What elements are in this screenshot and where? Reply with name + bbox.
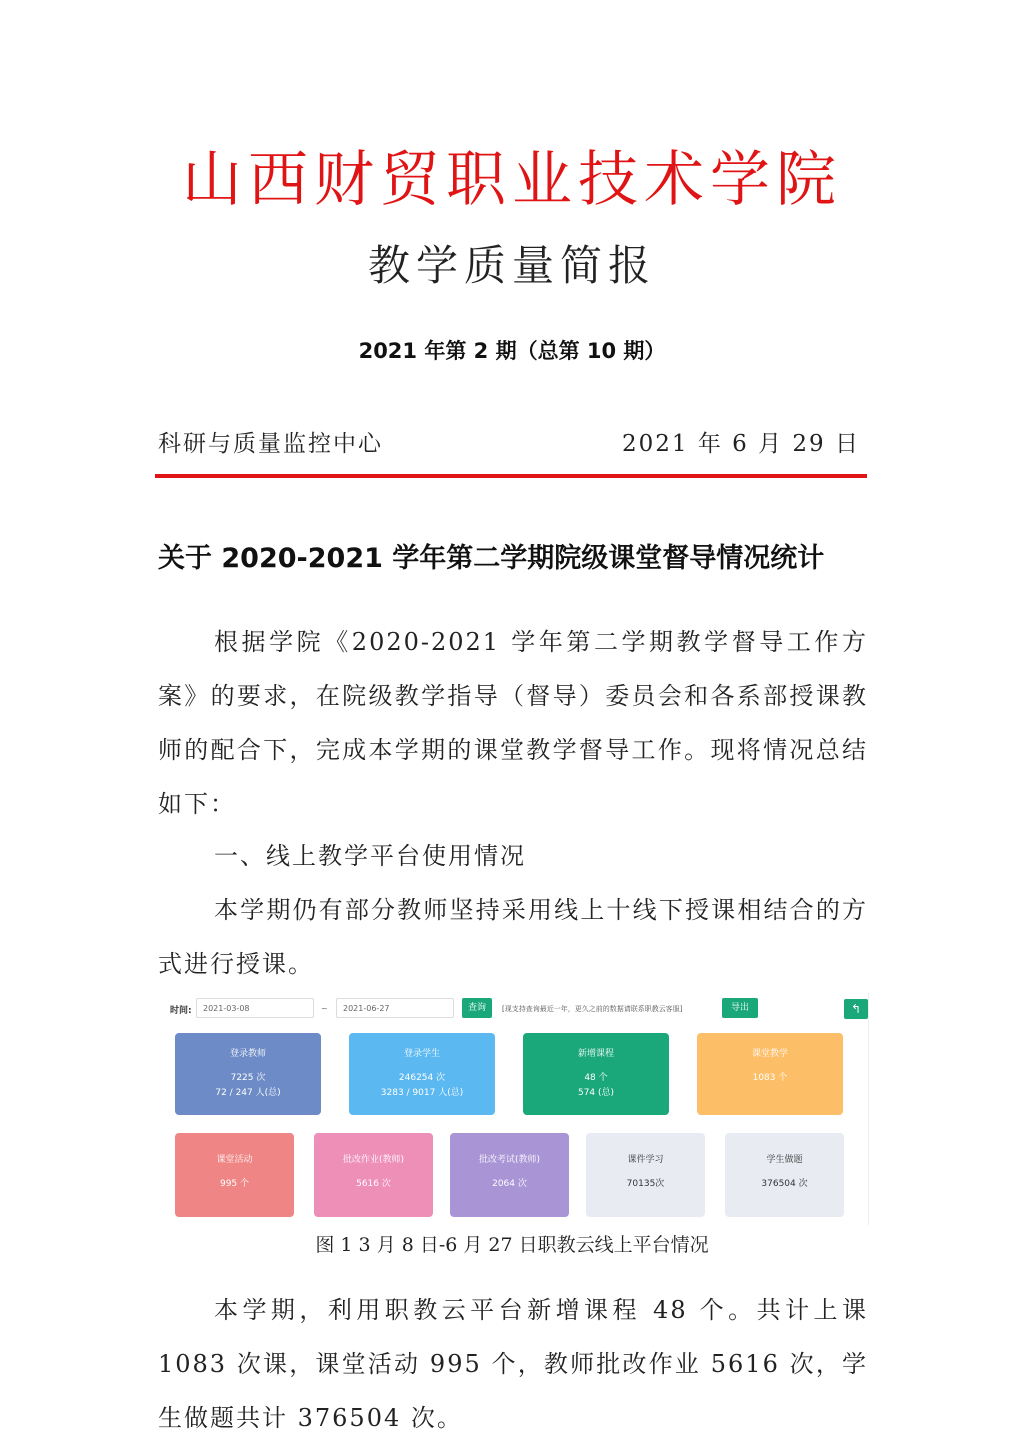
stat-card-value: 7225 次: [230, 1073, 266, 1083]
stat-card[interactable]: [349, 1033, 495, 1115]
publish-date: 2021 年 6 月 29 日: [622, 431, 860, 457]
stat-card-title: 登录学生: [403, 1049, 440, 1059]
stat-card-value: 995 个: [219, 1179, 250, 1189]
department-name: 科研与质量监控中心: [158, 431, 383, 457]
stat-card-title: 登录教师: [229, 1049, 266, 1059]
stat-card[interactable]: [175, 1133, 294, 1217]
stat-card-total: 3283 / 9017 人(总): [380, 1088, 464, 1098]
stat-card-total: 574 (总): [577, 1088, 615, 1098]
stat-card-title: 新增课程: [577, 1049, 614, 1059]
stat-card-value: 70135次: [626, 1179, 665, 1189]
bulletin-title: 教学质量简报: [367, 241, 656, 290]
back-button[interactable]: [844, 999, 868, 1019]
stat-card[interactable]: [450, 1133, 569, 1217]
college-name: 山西财贸职业技术学院: [182, 145, 842, 215]
stat-card[interactable]: [697, 1033, 843, 1115]
time-label: 时间:: [170, 1006, 192, 1016]
stat-card[interactable]: [725, 1133, 844, 1217]
paragraph-summary: 本学期，利用职教云平台新增课程 48 个。共计上课 1083 次课，课堂活动 995 个，教师批改作业 5616 次，学生做题共计 376504 次。: [158, 1296, 868, 1432]
platform-screenshot-figure: [158, 993, 869, 1225]
stat-card-value: 376504 次: [761, 1179, 808, 1189]
figure-caption: 图 1 3 月 8 日-6 月 27 日职教云线上平台情况: [315, 1234, 709, 1256]
stat-card[interactable]: [523, 1033, 669, 1115]
date-separator: ~: [321, 1004, 328, 1013]
paragraph-teaching-mode: 本学期仍有部分教师坚持采用线上十线下授课相结合的方式进行授课。: [158, 896, 868, 978]
start-date-input[interactable]: 2021-03-08: [196, 998, 314, 1018]
stat-card[interactable]: [175, 1033, 321, 1115]
section-heading-1: 一、线上教学平台使用情况: [214, 842, 526, 870]
stat-card-total: 72 / 247 人(总): [215, 1088, 281, 1098]
article-title: 关于 2020-2021 学年第二学期院级课堂督导情况统计: [158, 543, 825, 574]
stat-card[interactable]: [586, 1133, 705, 1217]
stat-card-value: 1083 个: [752, 1073, 788, 1083]
filter-row: [158, 993, 868, 1025]
stat-card-value: 246254 次: [398, 1073, 446, 1083]
issue-number: 2021 年第 2 期（总第 10 期）: [358, 339, 666, 363]
stat-card-value: 48 个: [584, 1073, 608, 1083]
query-button[interactable]: 查询: [462, 998, 492, 1018]
paragraph-intro: 根据学院《2020-2021 学年第二学期教学督导工作方案》的要求，在院级教学指导（督导）委员会和各系部授课教师的配合下，完成本学期的课堂教学督导工作。现将情况总结如下：: [158, 628, 868, 818]
stat-card-title: 批改考试(教师): [478, 1155, 541, 1165]
stat-card-title: 课堂活动: [216, 1155, 253, 1165]
end-date-input[interactable]: 2021-06-27: [336, 998, 454, 1018]
stat-card-title: 学生做题: [766, 1155, 803, 1165]
back-arrow-icon: ↰: [850, 1002, 862, 1016]
stat-card[interactable]: [314, 1133, 433, 1217]
header-divider: [155, 474, 867, 478]
query-hint: [现支持查询最近一年，更久之前的数据请联系职教云客服]: [502, 1005, 683, 1013]
stat-card-title: 批改作业(教师): [342, 1155, 405, 1165]
stat-card-value: 5616 次: [356, 1179, 391, 1189]
export-button[interactable]: 导出: [722, 998, 758, 1018]
stat-card-title: 课件学习: [627, 1155, 664, 1165]
stat-card-value: 2064 次: [492, 1179, 527, 1189]
stat-card-title: 课堂教学: [751, 1049, 788, 1059]
